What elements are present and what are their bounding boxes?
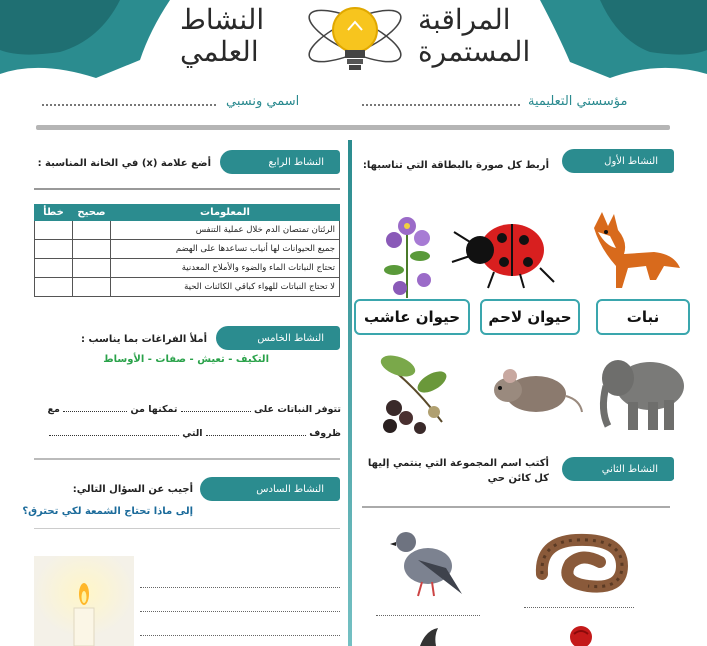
school-label: مؤسستي التعليمية [528,94,628,109]
table-row-text: تحتاج النباتات الماء والضوء والأملاح المعدنية [111,259,340,278]
name-label: اسمي ونسبي [226,94,300,109]
table-row [35,221,340,240]
true-checkbox[interactable] [73,221,111,240]
line1-part-a: تتوفر النباتات على [254,404,341,415]
activity5-word-bank: التكيف - تعيش - صفات - الأوساط [103,354,269,365]
activity1-title: النشاط الأول [562,149,674,173]
activity4-title: النشاط الرابع [220,150,340,174]
true-checkbox[interactable] [73,278,111,297]
answer-line-3[interactable] [140,630,340,636]
false-checkbox[interactable] [35,221,73,240]
activity6-separator [34,528,340,529]
true-false-table [34,204,340,297]
blank-4-input[interactable] [49,428,179,436]
snake-answer-input[interactable] [524,602,634,608]
header-title-right-1: المراقبة [418,3,511,36]
table-header-info: المعلومات [111,205,340,221]
activity5-title: النشاط الخامس [216,326,340,350]
false-checkbox[interactable] [35,240,73,259]
table-row [35,259,340,278]
activity2-instruction-line1: أكتب اسم المجموعة التي ينتمي إليها [367,458,549,469]
table-header-true: صحيح [73,205,111,221]
line1-part-b: تمكنها من [130,404,178,415]
pigeon-image[interactable] [388,520,466,600]
header-divider [36,125,670,130]
activity1-instruction: أربط كل صورة بالبطاقة التي تناسبها: [362,160,549,171]
activity5-instruction: أملأ الفراغات بما يناسب : [80,334,207,345]
lightbulb-atom-icon [300,0,410,80]
ladybug-image[interactable] [450,210,560,290]
header-title-right-2: المستمرة [418,35,531,68]
line2-part-b: التي [182,428,203,439]
activity6-title: النشاط السادس [200,477,340,501]
card-carnivore[interactable]: حيوان لاحم [480,299,580,335]
line1-part-c: مع [47,404,60,415]
card-plant[interactable]: نبات [596,299,690,335]
table-row-text: جميع الحيوانات لها أنياب تساعدها على الهضم [111,240,340,259]
blank-2-input[interactable] [63,404,127,412]
activity5-separator [34,458,340,460]
blank-3-input[interactable] [206,428,306,436]
activity6-question: إلى ماذا تحتاج الشمعة لكي تحترق؟ [22,506,193,517]
activity6-instruction: أجيب عن السؤال التالي: [72,484,193,495]
elephant-image[interactable] [594,350,690,434]
candle-icon [34,556,134,646]
false-checkbox[interactable] [35,278,73,297]
activity4-instruction: أضع علامة (x) في الخانة المناسبة : [37,158,211,169]
answer-line-1[interactable] [140,582,340,588]
blank-1-input[interactable] [181,404,251,412]
animal-fin-image [416,628,440,646]
column-divider [348,140,352,646]
activity5-line2 [49,428,341,439]
name-input[interactable] [42,98,216,106]
answer-line-2[interactable] [140,606,340,612]
mouse-image[interactable] [488,360,584,420]
header-title-left-1: النشاط [180,3,265,36]
true-checkbox[interactable] [73,259,111,278]
true-checkbox[interactable] [73,240,111,259]
candle-image [34,556,134,646]
pigeon-answer-input[interactable] [376,610,480,616]
false-checkbox[interactable] [35,259,73,278]
berry-plant-image[interactable] [372,352,456,438]
card-herbivore[interactable]: حيوان عاشب [354,299,470,335]
activity5-line1 [48,404,342,415]
activity4-separator [34,188,340,190]
table-row [35,278,340,297]
table-row-text: لا تحتاج النباتات للهواء كباقي الكائنات الحية [111,278,340,297]
header-title-left-2: العلمي [180,35,259,68]
fox-image[interactable] [584,208,684,294]
table-row [35,240,340,259]
activity2-instruction-line2: كل كائن حي [487,473,549,484]
rose-image [558,624,604,646]
flower-plant-image[interactable] [374,208,440,300]
line2-part-a: ظروف [309,428,341,439]
school-input[interactable] [362,98,520,106]
table-header-false: خطأ [35,205,73,221]
activity2-separator [362,506,670,508]
snake-image[interactable] [530,522,636,598]
table-row-text: الرئتان تمتصان الدم خلال عملية التنفس [111,221,340,240]
page-header [0,0,707,86]
activity2-title: النشاط الثاني [562,457,674,481]
